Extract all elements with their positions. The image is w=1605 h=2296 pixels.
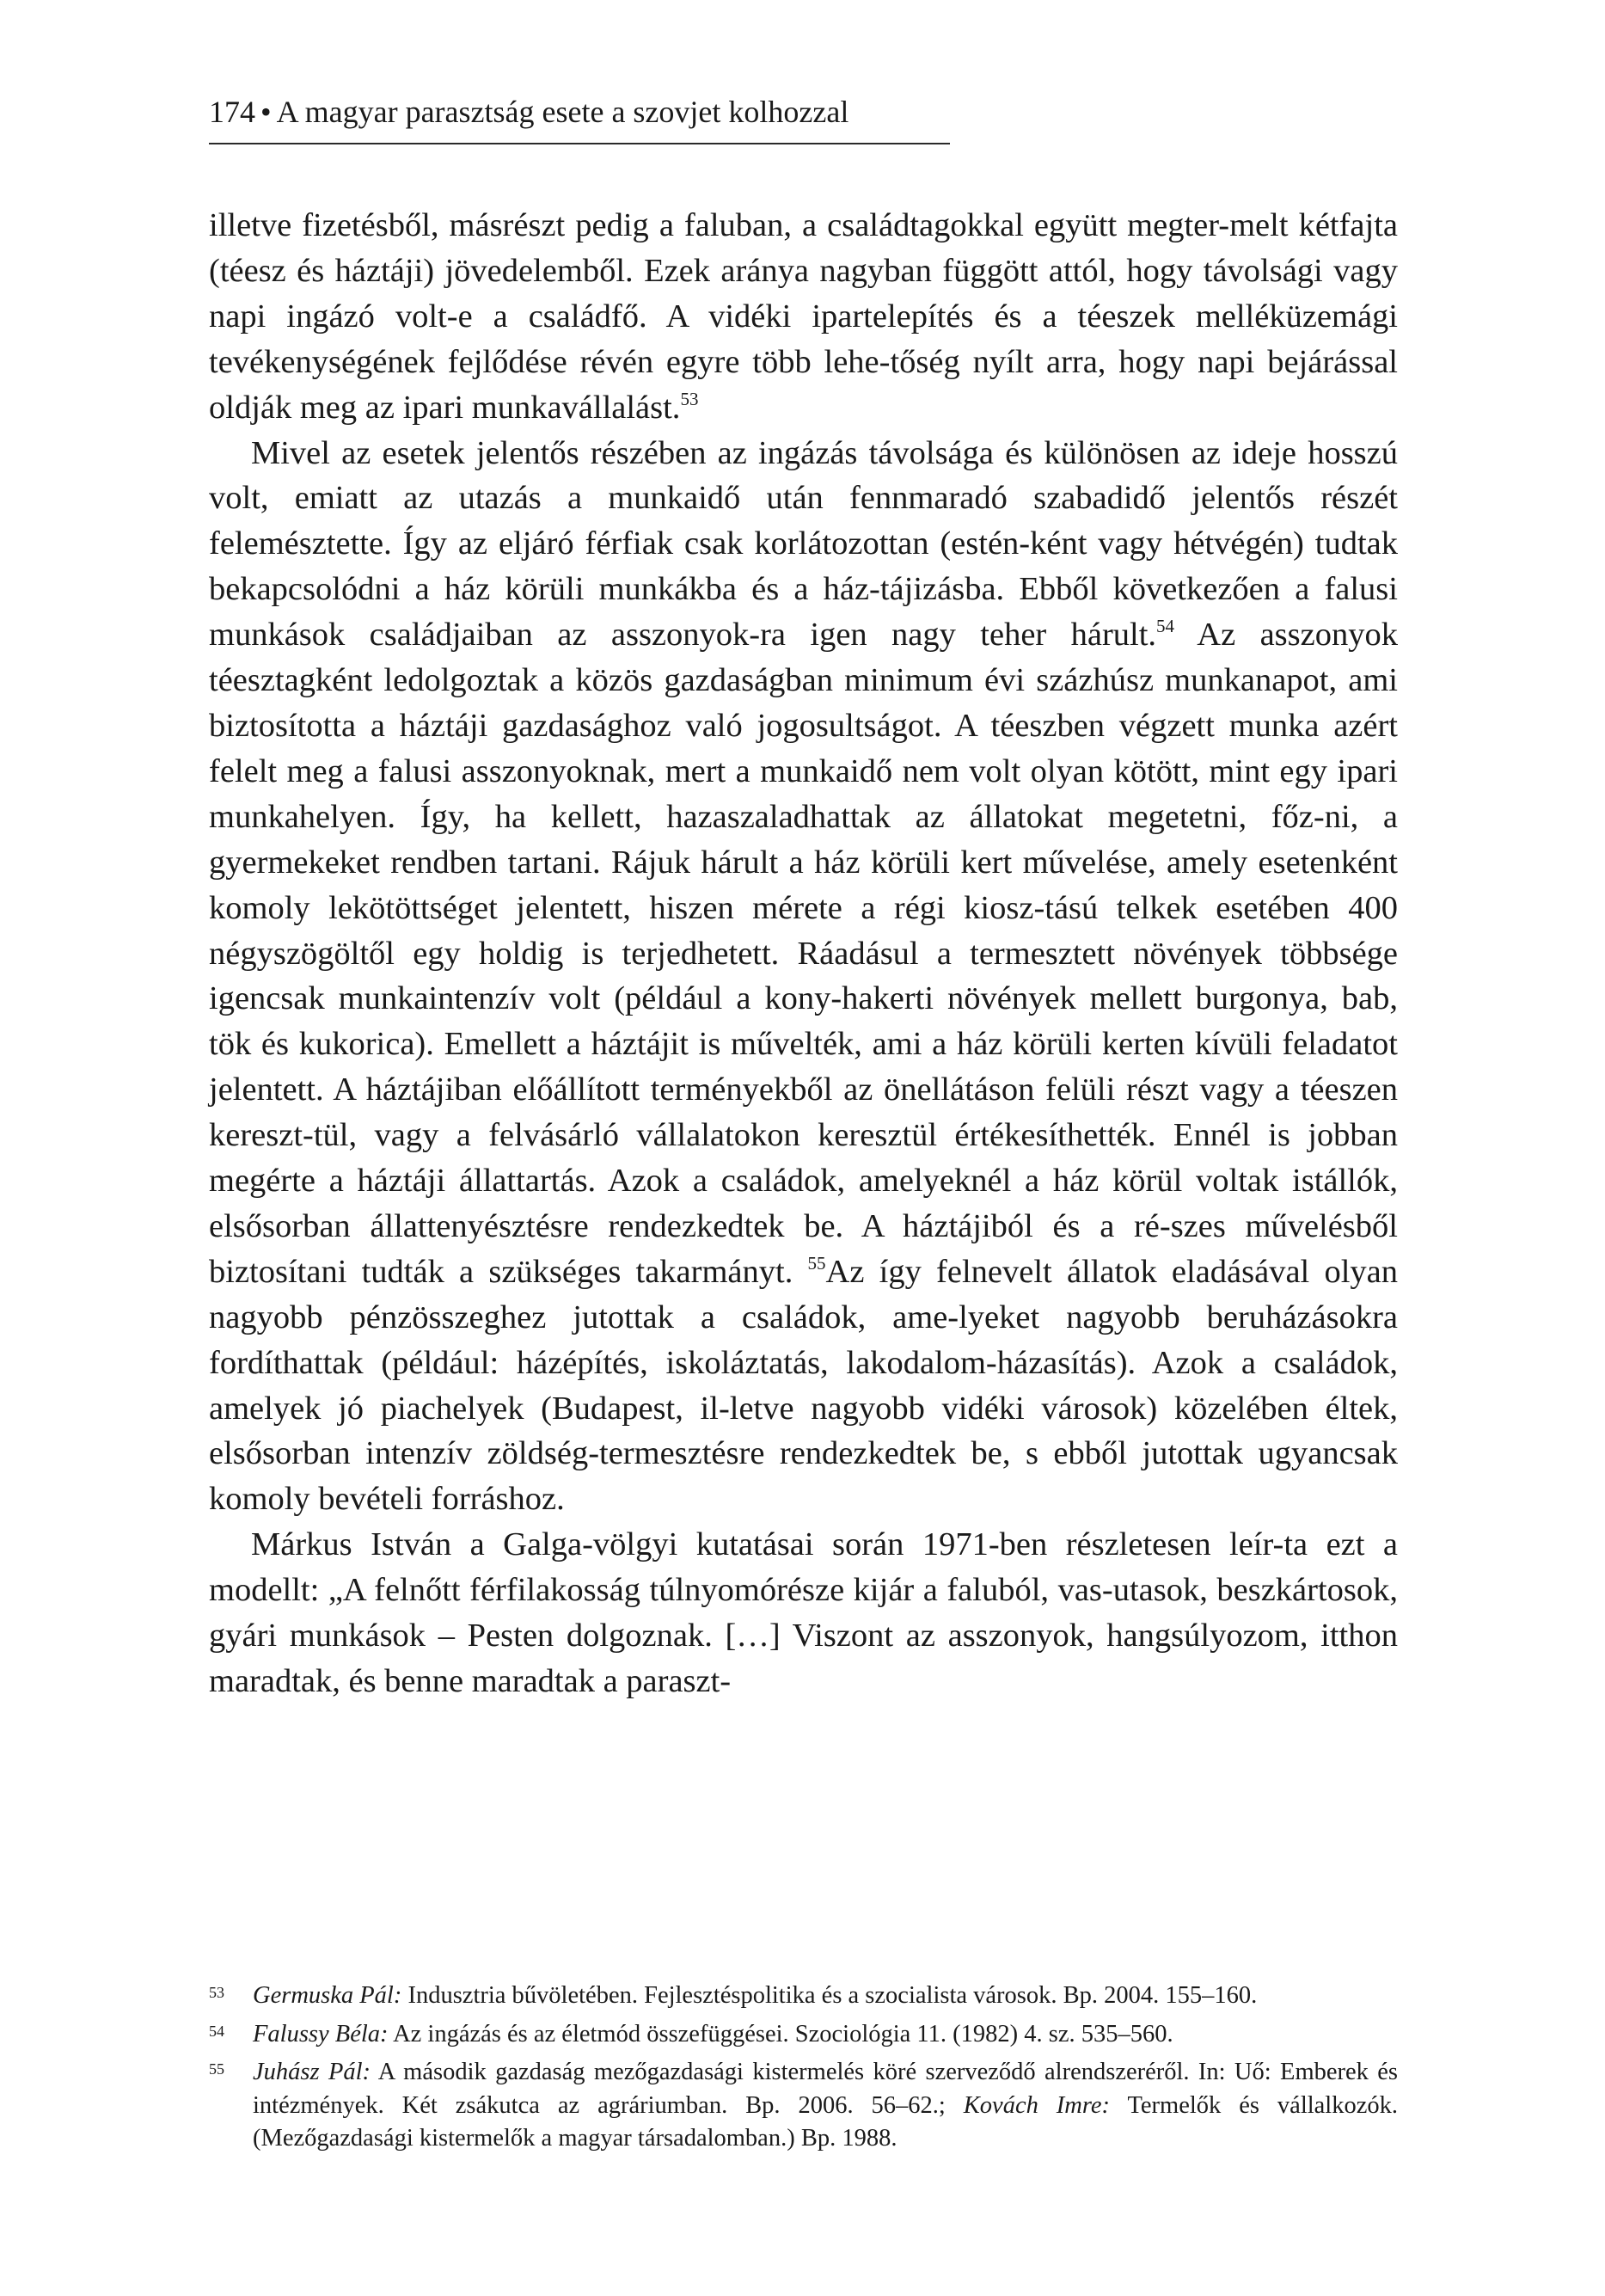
- paragraph-2-text-b: Az asszonyok téesztagként ledolgoztak a közös gazdaságban minimum évi százhúsz munkanapot, ami biztosította a háztáji gazdasághoz való jogosultságot. A téeszben végzett munka azért felelt meg a falusi asszonyoknak, mert a munkaidő nem volt olyan kötött, mint egy ipari munkahelyen. Így, ha kellett, hazaszaladhattak az állatokat megetetni, főz-ni, a gyermekeket rendben tartani. Rájuk hárult a ház körüli kert művelése, amely esetenként komoly lekötöttséget jelentett, hiszen mérete a régi kiosz-tású telkek esetében 400 négyszögöltől egy holdig is terjedhetett. Ráadásul a termesztett növények többsége igencsak munkaintenzív volt (például a kony-hakerti növények mellett burgonya, bab, tök és kukorica). Emellett a háztájit is művelték, ami a ház körüli kerten kívüli feladatot jelentett. A háztájiban előállított terményekből az önellátáson felüli részt vagy a téeszen kereszt-tül, vagy a felvásárló vállalatokon keresztül értékesíthették. Ennél is jobban megérte a háztáji állattartás. Azok a családok, amelyeknél a ház körül voltak istállók, elsősorban állattenyésztésre rendezkedtek be. A háztájiból és a ré-szes művelésből biztosítani tudták a szükséges takarmányt.: [209, 617, 1398, 1290]
- paragraph-2-text-a: Mivel az esetek jelentős részében az ingázás távolsága és különösen az ideje hosszú volt, emiatt az utazás a munkaidő után fennmaradó szabadidő jelentős részét felemésztette. Így az eljáró férfiak csak korlátozottan (estén-ként vagy hétvégén) tudtak bekapcsolódni a ház körüli munkákba és a ház-tájizásba. Ebből következően a falusi munkások családjaiban az asszonyok-ra igen nagy teher hárult.: [209, 434, 1398, 654]
- footnote-number: 53: [209, 1984, 224, 2001]
- footnote-text: Indusztria bűvöletében. Fejlesztéspolitika és a szocialista városok. Bp. 2004. 155–160.: [401, 1982, 1258, 2009]
- footnote-author: Germuska Pál:: [253, 1982, 402, 2009]
- paragraph-2: [209, 431, 1398, 1523]
- footnote-author: Juhász Pál:: [253, 2059, 371, 2085]
- footnote-ref-55[interactable]: 55: [807, 1252, 826, 1274]
- chapter-title: A magyar parasztság esete a szovjet kolhozzal: [276, 95, 849, 129]
- paragraph-3: [209, 1522, 1398, 1704]
- footnote-text: A második gazdaság mezőgazdasági kistermelés köré szerveződő alrendszeréről. In: Uő: Emberek és intézmények. Két zsákutca az agráriumban. Bp. 2006. 56–62.;: [253, 2059, 1398, 2119]
- footnote-text-2: Termelők és vállalkozók. (Mezőgazdasági kistermelők a magyar társadalomban.) Bp. 1988.: [253, 2091, 1398, 2152]
- body-text: [209, 203, 1398, 1704]
- paragraph-1-text: illetve fizetésből, másrészt pedig a faluban, a családtagokkal együtt megter-melt kétfajta (téesz és háztáji) jövedelemből. Ezek aránya nagyban függött attól, hogy távolsági vagy napi ingázó volt-e a családfő. A vidéki ipartelepítés és a téeszek melléküzemági tevékenységének fejlődése révén egyre több lehe-tőség nyílt arra, hogy napi bejárással oldják meg az ipari munkavállalást.: [209, 207, 1398, 426]
- running-head: [209, 89, 950, 144]
- footnote-53: [209, 1980, 1398, 2013]
- footnote-author-2: Kovách Imre:: [963, 2091, 1111, 2119]
- page-number: 174: [209, 95, 255, 129]
- header-separator: •: [260, 95, 272, 129]
- footnote-number: 55: [209, 2060, 224, 2078]
- footnote-ref-54[interactable]: 54: [1156, 616, 1175, 637]
- footnote-text: Az ingázás és az életmód összefüggései. Szociológia 11. (1982) 4. sz. 535–560.: [388, 2020, 1173, 2047]
- footnote-54: [209, 2018, 1398, 2052]
- footnote-ref-53[interactable]: 53: [680, 388, 699, 409]
- paragraph-1: [209, 203, 1398, 431]
- paragraph-2-text-c: Az így felnevelt állatok eladásával olyan nagyobb pénzösszeghez jutottak a családok, ame-lyeket nagyobb beruházásokra fordíthattak (például: házépítés, iskoláztatás, lakodalom-házasítás). Azok a családok, amelyek jó piachelyek (Budapest, il-letve nagyobb vidéki városok) közelében éltek, elsősorban intenzív zöldség-termesztésre rendezkedtek be, s ebből jutottak ugyancsak komoly bevételi forráshoz.: [209, 1253, 1398, 1518]
- footnotes: [209, 1980, 1398, 2161]
- footnote-number: 54: [209, 2022, 224, 2040]
- footnote-author: Falussy Béla:: [253, 2020, 389, 2047]
- footnote-55: [209, 2056, 1398, 2156]
- paragraph-3-text: Márkus István a Galga-völgyi kutatásai során 1971-ben részletesen leír-ta ezt a modellt: „A felnőtt férfilakosság túlnyomórésze kijár a faluból, vas-utasok, beszkártosok, gyári munkások – Pesten dolgoznak. […] Viszont az asszonyok, hangsúlyozom, itthon maradtak, és benne maradtak a paraszt-: [209, 1526, 1398, 1699]
